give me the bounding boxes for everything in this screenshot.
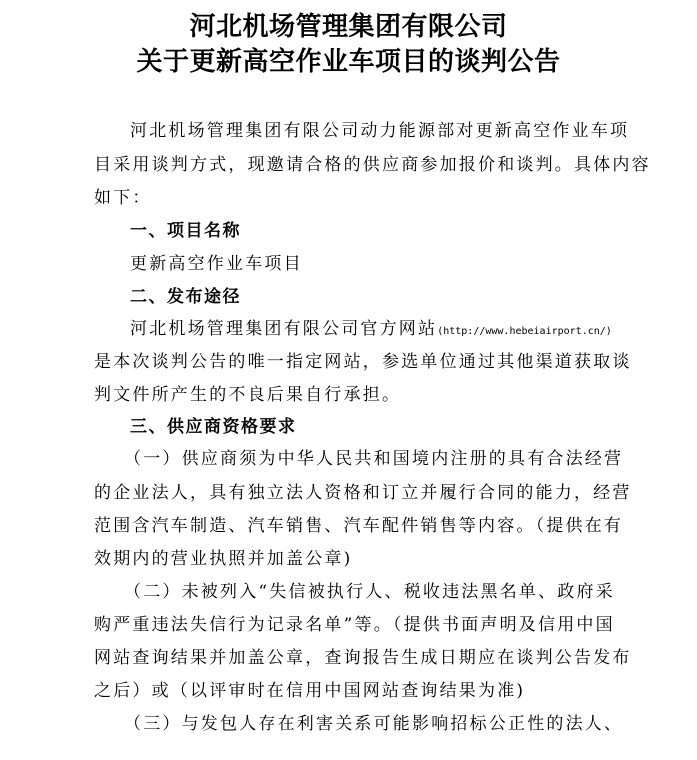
document-title-line1: 河北机场管理集团有限公司 (189, 12, 508, 42)
section-2-heading: 二、发布途径 (130, 287, 241, 307)
section-2-line-3: 判文件所产生的不良后果自行承担。 (94, 385, 402, 405)
requirement-2-line-4: 之后）或（以评审时在信用中国网站查询结果为准) (94, 681, 526, 701)
intro-line-1: 河北机场管理集团有限公司动力能源部对更新高空作业车项 (130, 121, 630, 141)
requirement-2-line-3: 网站查询结果并加盖公章，查询报告生成日期应在谈判公告发布 (94, 648, 632, 668)
section-2-line-1-text: 河北机场管理集团有限公司官方网站 (130, 319, 438, 339)
document-title-line2: 关于更新高空作业车项目的谈判公告 (136, 47, 561, 77)
requirement-2-line-2: 购严重违法失信行为记录名单”等。（提供书面声明及信用中国 (94, 615, 615, 635)
requirement-1-line-3: 范围含汽车制造、汽车销售、汽车配件销售等内容。（提供在有 (94, 516, 624, 536)
requirement-1-line-1: （一）供应商须为中华人民共和国境内注册的具有合法经营 (124, 449, 624, 469)
requirement-3-line-1: （三）与发包人存在利害关系可能影响招标公正性的法人、 (124, 714, 624, 734)
intro-line-3: 如下： (94, 188, 152, 208)
section-3-heading: 三、供应商资格要求 (130, 417, 297, 437)
intro-line-2: 目采用谈判方式，现邀请合格的供应商参加报价和谈判。具体内容 (94, 155, 651, 175)
requirement-1-line-4: 效期内的营业执照并加盖公章) (94, 549, 353, 569)
section-1-body: 更新高空作业车项目 (130, 254, 303, 274)
requirement-1-line-2: 的企业法人，具有独立法人资格和订立并履行合同的能力，经营 (94, 483, 632, 503)
section-1-heading: 一、项目名称 (130, 221, 241, 241)
website-url: (http://www.hebeiairport.cn/) (437, 326, 612, 337)
requirement-2-line-1: （二）未被列入“失信被执行人、税收违法黑名单、政府采 (124, 582, 615, 602)
section-2-line-2: 是本次谈判公告的唯一指定网站，参选单位通过其他渠道获取谈 (94, 352, 632, 372)
section-2-line-1 (130, 318, 612, 343)
